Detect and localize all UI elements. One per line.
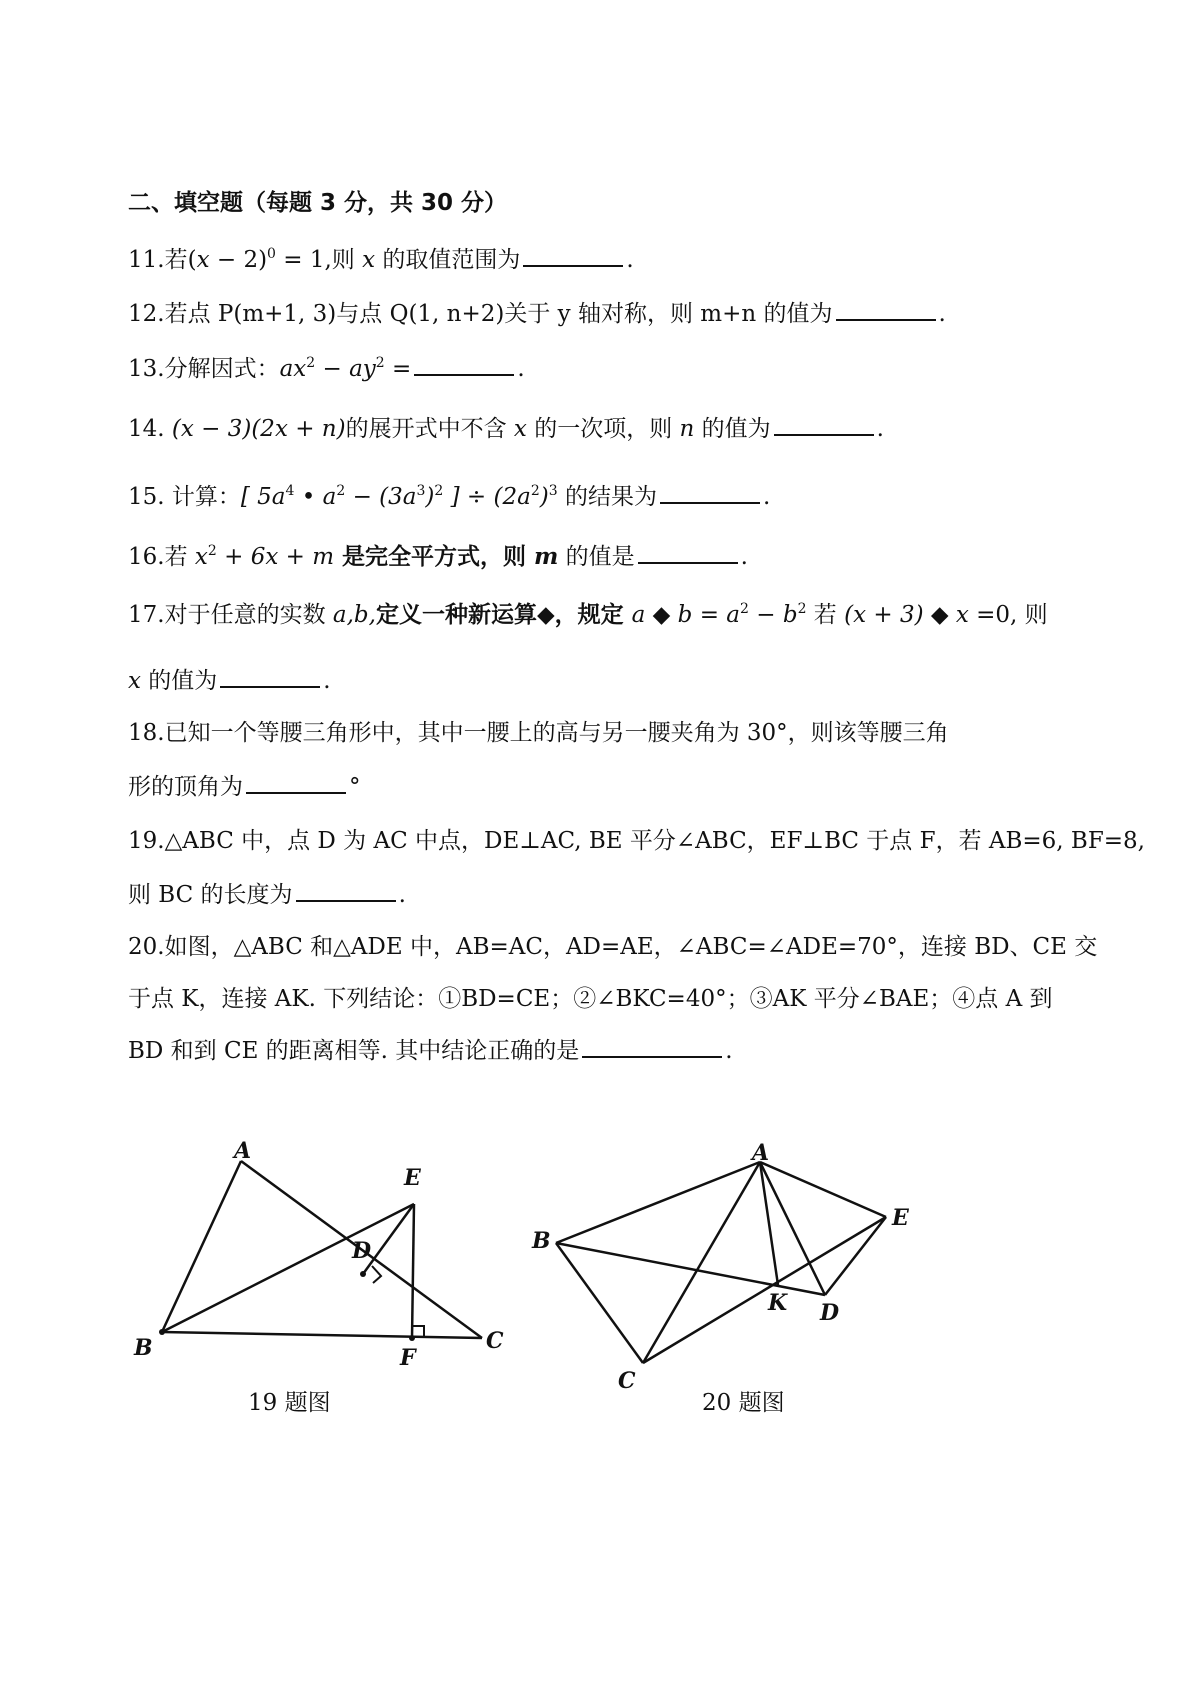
punct: .	[517, 356, 525, 382]
q16-text: 若	[164, 544, 195, 570]
q12-text: 若点 P(m+1, 3)与点 Q(1, n+2)关于 y 轴对称，则 m+n 的值为	[164, 301, 833, 327]
math-expr: a ◆ b = a	[631, 602, 741, 628]
q14-text: 的一次项，则	[526, 416, 680, 442]
answer-blank[interactable]	[220, 664, 320, 688]
segment-DE	[825, 1217, 886, 1295]
punct: °	[349, 774, 361, 800]
exponent: 2	[375, 355, 385, 371]
segment-BD	[556, 1243, 825, 1295]
answer-blank[interactable]	[660, 480, 760, 504]
label-K: K	[768, 1290, 788, 1316]
question-number: 12.	[128, 301, 165, 327]
figure-19-diagram	[120, 1140, 540, 1380]
q20-text: BD 和到 CE 的距离相等. 其中结论正确的是	[128, 1038, 580, 1064]
segment-AB	[162, 1161, 241, 1332]
label-C: C	[486, 1328, 504, 1354]
question-20	[128, 932, 1097, 962]
figure-20-caption: 20 题图	[702, 1390, 785, 1416]
label-E: E	[404, 1165, 421, 1191]
question-12	[128, 297, 946, 329]
exponent: 3	[416, 483, 426, 499]
right-angle-mark-D	[372, 1266, 381, 1283]
q14-text: 的展开式中不含	[345, 416, 514, 442]
question-number: 20.	[128, 934, 165, 960]
q11-text: = 1,则	[275, 247, 363, 273]
q19-text: △ABC 中，点 D 为 AC 中点，DE⊥AC, BE 平分∠ABC，EF⊥BC 于点 F，若 AB=6, BF=8,	[164, 828, 1145, 854]
segment-EF	[412, 1204, 414, 1338]
question-20-line-3	[128, 1034, 733, 1066]
exponent: 3	[548, 483, 558, 499]
answer-blank[interactable]	[582, 1034, 722, 1058]
var-m: m	[534, 543, 559, 570]
punct: .	[740, 544, 748, 570]
q15-text: 的结果为	[557, 484, 657, 510]
segment-BE	[162, 1204, 414, 1332]
var-x: x	[196, 247, 210, 273]
q20-text: 如图，△ABC 和△ADE 中，AB=AC，AD=AE，∠ABC=∠ADE=70°，连接 BD、CE 交	[164, 934, 1098, 960]
label-A: A	[752, 1140, 770, 1166]
label-A: A	[234, 1138, 252, 1164]
exponent: 4	[285, 483, 295, 499]
math-expr: − (3a	[345, 484, 417, 510]
question-13	[128, 352, 525, 384]
question-20-line-2	[128, 984, 1053, 1014]
math-expr: (x + 3) ◆ x	[844, 602, 969, 628]
point-D	[360, 1271, 366, 1277]
exponent: 2	[207, 543, 217, 559]
math-expr: ] ÷ (2a	[443, 484, 531, 510]
segment-AE	[760, 1162, 886, 1217]
punct: .	[876, 416, 884, 442]
punct: .	[938, 301, 946, 327]
question-19	[128, 826, 1145, 856]
punct: .	[725, 1038, 733, 1064]
q14-text: 的值为	[694, 416, 771, 442]
q17-text: 对于任意的实数	[164, 602, 333, 628]
math-expr: )	[539, 484, 549, 510]
math-expr: − b	[748, 602, 798, 628]
math-expr: x	[194, 544, 208, 570]
question-15	[128, 480, 770, 512]
figure-19-caption: 19 题图	[248, 1390, 331, 1416]
q18-text: 已知一个等腰三角形中，其中一腰上的高与另一腰夹角为 30°，则该等腰三角	[164, 720, 949, 746]
answer-blank[interactable]	[774, 412, 874, 436]
question-17	[128, 600, 1048, 630]
punct: .	[626, 247, 634, 273]
math-expr: ax	[279, 356, 307, 382]
answer-blank[interactable]	[836, 297, 936, 321]
var-x: x	[513, 416, 527, 442]
var-x: x	[362, 247, 376, 273]
math-expr: a,b,	[332, 602, 376, 628]
question-17-line-2	[128, 664, 331, 696]
q11-text: 若(	[164, 247, 197, 273]
question-number: 16.	[128, 544, 165, 570]
punct: .	[398, 882, 406, 908]
q17-text: =0, 则	[968, 602, 1048, 628]
question-number: 14.	[128, 416, 165, 442]
q16-text: 是完全平方式，则	[334, 543, 535, 570]
question-number: 17.	[128, 602, 165, 628]
segment-AB	[556, 1162, 760, 1243]
question-number: 13.	[128, 356, 165, 382]
question-14	[128, 412, 884, 444]
label-D: D	[820, 1300, 840, 1326]
point-F	[409, 1335, 415, 1341]
question-19-line-2	[128, 878, 406, 910]
q16-text: 的值是	[558, 544, 635, 570]
segment-CE	[643, 1217, 886, 1363]
segment-BC	[556, 1243, 643, 1363]
question-number: 11.	[128, 247, 165, 273]
exponent: 0	[267, 246, 276, 262]
answer-blank[interactable]	[414, 352, 514, 376]
label-E: E	[892, 1205, 909, 1231]
var-n: n	[679, 416, 695, 442]
q19-text: 则 BC 的长度为	[128, 882, 293, 908]
exponent: 2	[530, 483, 540, 499]
q17-text: 的值为	[140, 668, 218, 694]
exponent: 2	[740, 601, 749, 617]
answer-blank[interactable]	[523, 243, 623, 267]
question-11	[128, 243, 634, 275]
math-expr: − ay	[315, 356, 376, 382]
math-expr: (x − 3)(2x + n)	[171, 416, 346, 442]
q11-text: − 2)	[209, 247, 268, 273]
answer-blank[interactable]	[296, 878, 396, 902]
q17-text: 定义一种新运算◆，规定	[375, 601, 632, 628]
var-x: x	[128, 668, 141, 694]
question-16	[128, 540, 748, 572]
answer-blank[interactable]	[638, 540, 738, 564]
math-expr: + 6x + m	[216, 544, 334, 570]
answer-blank[interactable]	[246, 770, 346, 794]
exponent: 2	[306, 355, 316, 371]
punct: .	[762, 484, 771, 510]
label-B: B	[532, 1228, 551, 1254]
label-F: F	[400, 1345, 416, 1371]
question-number: 18.	[128, 720, 165, 746]
q13-text: 分解因式：	[164, 356, 280, 382]
q18-text: 形的顶角为	[128, 774, 243, 800]
label-D: D	[352, 1238, 372, 1264]
label-C: C	[618, 1368, 636, 1394]
question-18-line-2	[128, 770, 361, 802]
q15-text: 计算：	[171, 484, 241, 510]
question-number: 15.	[128, 484, 165, 510]
math-expr: )	[425, 484, 435, 510]
q17-text: 若	[806, 602, 845, 628]
math-expr: =	[384, 356, 412, 382]
math-expr: • a	[294, 484, 337, 510]
segment-BC	[162, 1332, 482, 1338]
figure-20-diagram	[520, 1130, 940, 1394]
q11-text: 的取值范围为	[375, 247, 521, 273]
exponent: 2	[797, 601, 807, 617]
q20-text: 于点 K，连接 AK. 下列结论：①BD=CE；②∠BKC=40°；③AK 平分∠BAE；④点 A 到	[128, 986, 1053, 1012]
exponent: 2	[434, 483, 444, 499]
question-18	[128, 718, 949, 748]
exponent: 2	[336, 483, 346, 499]
point-B	[159, 1329, 165, 1335]
section-heading: 二、填空题（每题 3 分，共 30 分）	[128, 190, 508, 216]
question-number: 19.	[128, 828, 165, 854]
math-expr: [ 5a	[240, 484, 286, 510]
label-B: B	[134, 1335, 153, 1361]
punct: .	[323, 668, 331, 694]
